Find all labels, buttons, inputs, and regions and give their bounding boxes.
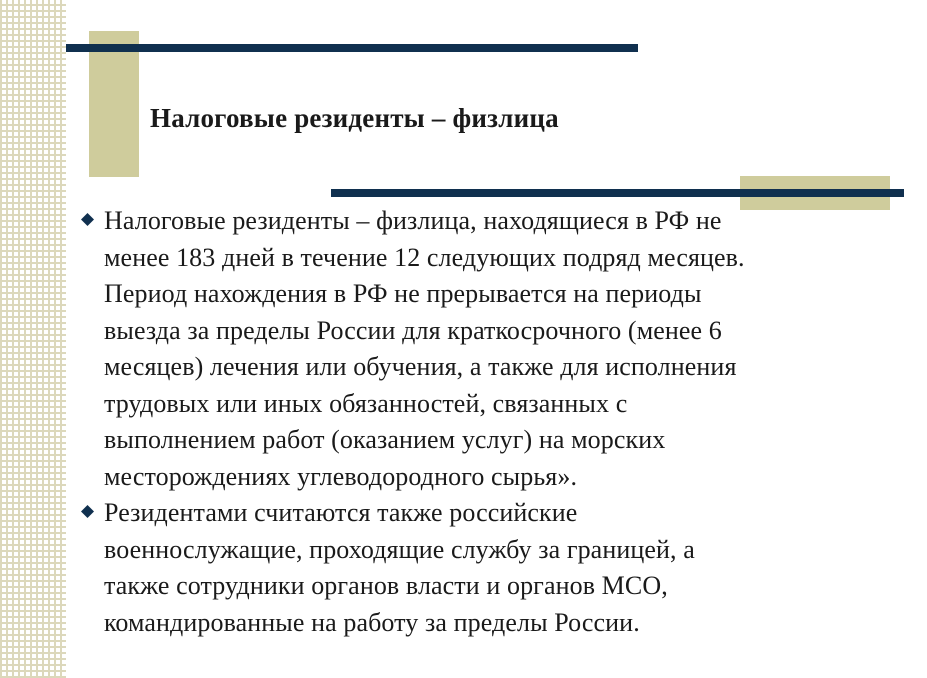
bullet-line: Резидентами считаются также российские [104,498,578,527]
diamond-bullet-icon [81,213,94,226]
bullet-line: Налоговые резиденты – физлица, находящиеся в РФ не [104,206,722,235]
bullet-line: месяцев) лечения или обучения, а также для исполнения [104,352,737,381]
bullet-line: выезда за пределы России для краткосрочного (менее 6 [104,315,722,345]
content-accent-line [331,189,904,197]
diamond-bullet-icon [81,505,94,518]
bullet-line: командированные на работу за пределы России. [104,607,640,637]
bullet-line: трудовых или иных обязанностей, связанных с [104,388,628,418]
bullet-item [78,203,878,495]
title-accent-block [89,31,139,177]
side-pattern-stripe [0,0,66,678]
bullet-line: менее 183 дней в течение 12 следующих подряд месяцев. [104,242,745,272]
bullet-line: также сотрудники органов власти и органов МСО, [104,571,668,600]
slide-content [78,203,878,641]
bullet-line: военнослужащие, проходящие службу за границей, а [104,534,695,564]
bullet-line: Период нахождения в РФ не прерывается на периоды [104,279,702,308]
title-accent-line [66,44,638,52]
bullet-item [78,495,878,641]
bullet-line: выполнением работ (оказанием услуг) на морских [104,425,666,454]
slide-title: Налоговые резиденты – физлица [150,103,559,133]
bullet-line: месторождениях углеводородного сырья». [104,461,578,491]
